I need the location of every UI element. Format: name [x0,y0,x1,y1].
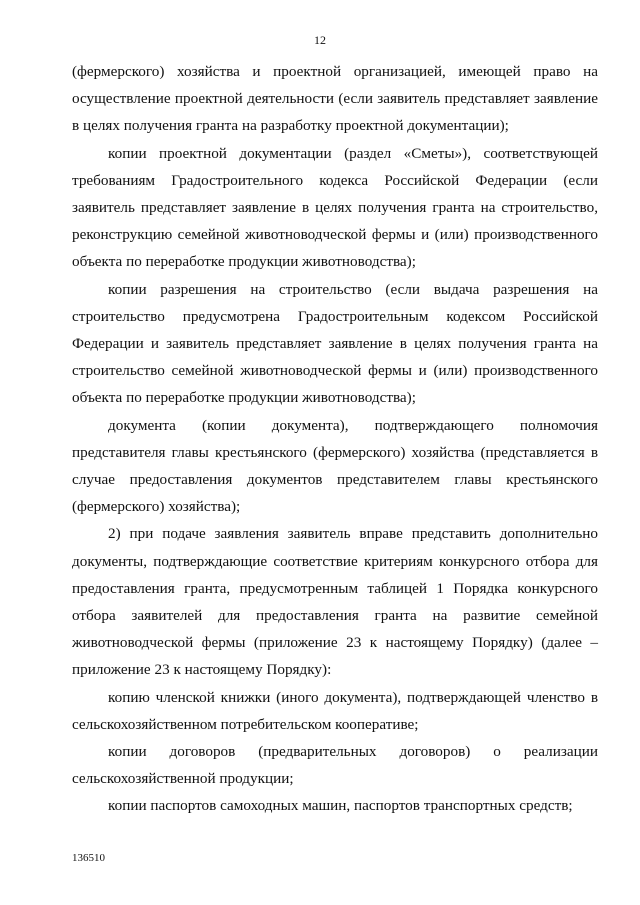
paragraph-6: копию членской книжки (иного документа), подтверждающей членство в сельскохозяйственном потребительском кооперативе; [72,688,598,733]
document-body [72,58,598,820]
document-code: 136510 [72,852,105,864]
paragraph-1: (фермерского) хозяйства и проектной организацией, имеющей право на осуществление проектной деятельности (если заявитель представляет заявление в целях получения гранта на разработку проектной документации); [72,63,598,135]
paragraph-2: копии проектной документации (раздел «Сметы»), соответствующей требованиям Градостроительного кодекса Российской Федерации (если заявитель представляет заявление в целях получения гранта на строительство, реконструкцию семейной животноводческой фермы и (или) производственного объекта по переработке продукции животноводства); [72,144,598,271]
paragraph-4: документа (копии документа), подтверждающего полномочия представителя главы крестьянского (фермерского) хозяйства (представляется в случае предоставления документов представителем главы крестьянского (фермерского) хозяйства); [72,416,598,516]
paragraph-8: копии паспортов самоходных машин, паспортов транспортных средств; [108,797,573,815]
paragraph-7: копии договоров (предварительных договоров) о реализации сельскохозяйственной продукции; [72,743,598,788]
paragraph-3: копии разрешения на строительство (если выдача разрешения на строительство предусмотрена Градостроительным кодексом Российской Федерации и заявитель представляет заявление в целях получения гранта на строительство семейной животноводческой фермы и (или) производственного объекта по переработке продукции животноводства); [72,280,598,407]
paragraph-5: 2) при подаче заявления заявитель вправе представить дополнительно документы, подтверждающие соответствие критериям конкурсного отбора для предоставления гранта, предусмотренным таблицей 1 Порядка конкурсного отбора заявителей для предоставления гранта на развитие семейной животноводческой фермы (приложение 23 к настоящему Порядку) (далее – приложение 23 к настоящему Порядку): [72,525,598,679]
page-number: 12 [314,33,326,47]
